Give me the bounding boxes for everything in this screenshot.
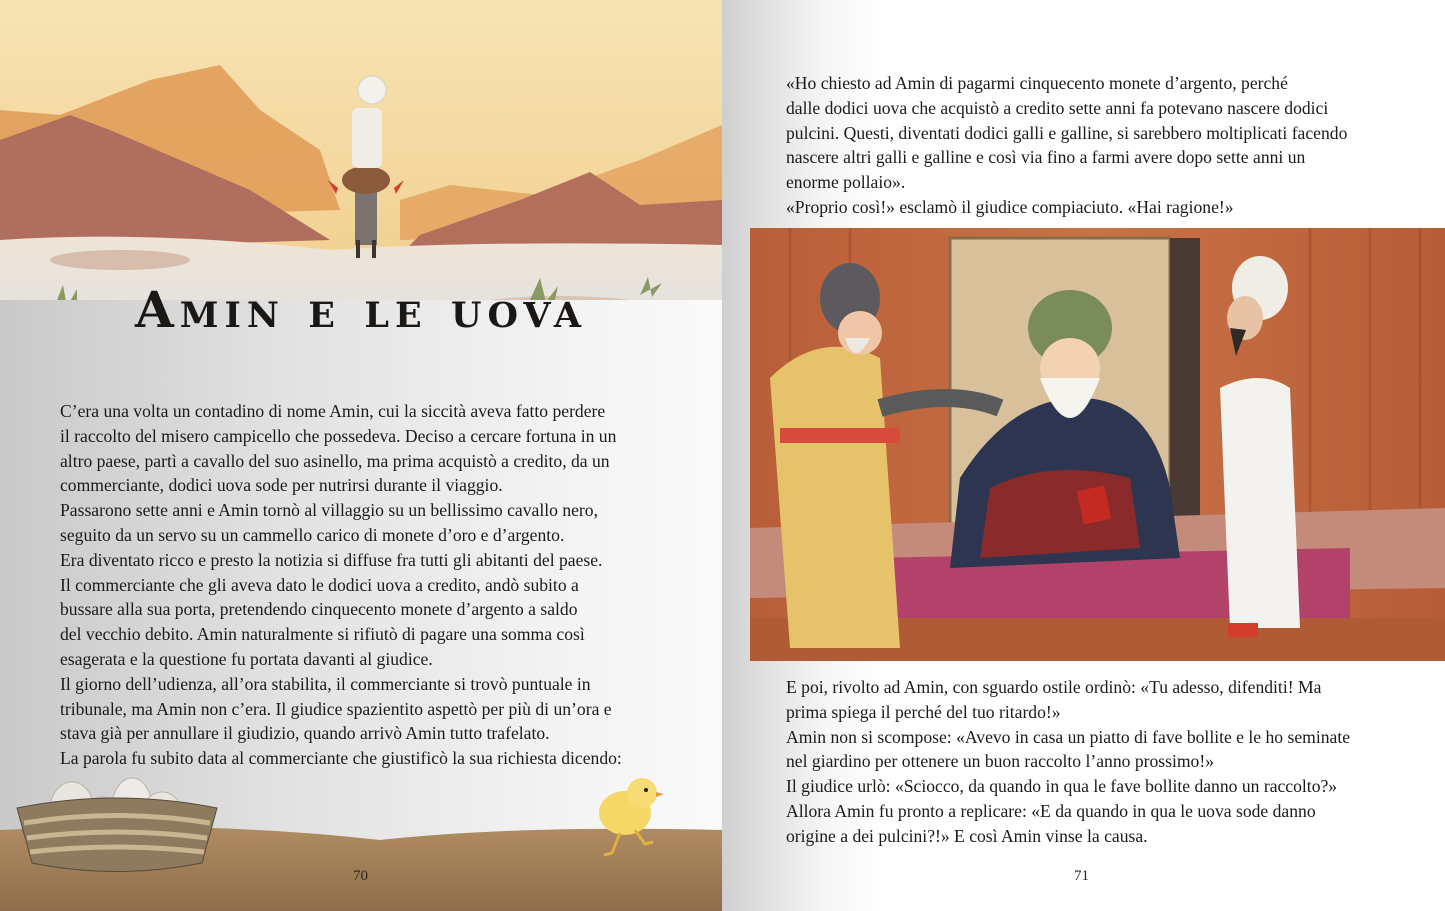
egg-basket-icon xyxy=(12,768,222,878)
text-line: nascere altri galli e galline e così via fino a farmi avere dopo sette anni un xyxy=(786,147,1306,168)
text-line: tribunale, ma Amin non c’era. Il giudice spazientito aspettò per più di un’ora e xyxy=(60,698,612,719)
text-line: Allora Amin fu pronto a replicare: «E da quando in qua le uova sode danno xyxy=(786,800,1316,821)
text-line: altro paese, partì a cavallo del suo asinello, ma prima acquistò a credito, da un xyxy=(60,450,610,471)
text-line: pulcini. Questi, diventati dodici galli e galline, si sarebbero moltiplicati facendo xyxy=(786,122,1348,143)
text-line: Il commerciante che gli aveva dato le dodici uova a credito, andò subito a xyxy=(60,574,579,595)
text-line: La parola fu subito data al commerciante che giustificò la sua richiesta dicendo: xyxy=(60,748,622,769)
text-line: commerciante, dodici uova sode per nutrirsi durante il viaggio. xyxy=(60,475,503,496)
text-line: «Proprio così!» esclamò il giudice compiaciuto. «Hai ragione!» xyxy=(786,196,1234,217)
text-line: prima spiega il perché del tuo ritardo!» xyxy=(786,701,1061,722)
story-title: Amin e le uova xyxy=(134,280,588,339)
text-line: Il giorno dell’udienza, all’ora stabilita, il commerciante si trovò puntuale in xyxy=(60,673,591,694)
story-text-right-top xyxy=(786,71,1347,220)
text-line: Amin non si scompose: «Avevo in casa un piatto di fave bollite e le ho seminate xyxy=(786,726,1351,747)
left-page xyxy=(0,0,722,911)
chick-icon xyxy=(580,768,680,868)
text-line: del vecchio debito. Amin naturalmente si rifiutò di pagare una somma così xyxy=(60,624,585,645)
story-text-right-bottom xyxy=(786,675,1350,849)
text-line: bussare alla sua porta, pretendendo cinquecento monete d’argento a saldo xyxy=(60,599,578,620)
text-line: Era diventato ricco e presto la notizia si diffuse fra tutti gli abitanti del paese. xyxy=(60,549,603,570)
text-line: origine a dei pulcini?!» E così Amin vinse la causa. xyxy=(786,825,1148,846)
text-line: C’era una volta un contadino di nome Amin, cui la siccità aveva fatto perdere xyxy=(60,401,606,421)
text-line: seguito da un servo su un cammello carico di monete d’oro e d’argento. xyxy=(60,524,565,545)
page-number-left: 70 xyxy=(353,868,368,884)
text-line: esagerata e la questione fu portata davanti al giudice. xyxy=(60,648,433,669)
text-line: enorme pollaio». xyxy=(786,172,906,193)
courtroom-judge-illustration xyxy=(750,228,1445,661)
text-line: «Ho chiesto ad Amin di pagarmi cinquecento monete d’argento, perché xyxy=(786,73,1288,93)
text-line: Il giudice urlò: «Sciocco, da quando in qua le fave bollite danno un raccolto?» xyxy=(786,776,1338,797)
story-text-left xyxy=(60,399,622,771)
text-line: E poi, rivolto ad Amin, con sguardo ostile ordinò: «Tu adesso, difenditi! Ma xyxy=(786,677,1322,697)
desert-rider-illustration xyxy=(0,0,722,300)
text-line: il raccolto del misero campicello che possedeva. Deciso a cercare fortuna in un xyxy=(60,425,617,446)
text-line: nel giardino per ottenere un buon raccolto l’anno prossimo!» xyxy=(786,751,1214,772)
text-line: Passarono sette anni e Amin tornò al villaggio su un bellissimo cavallo nero, xyxy=(60,500,598,521)
text-line: stava già per annullare il giudizio, quando arrivò Amin tutto trafelato. xyxy=(60,723,550,744)
text-line: dalle dodici uova che acquistò a credito sette anni fa potevano nascere dodici xyxy=(786,97,1329,118)
page-number-right: 71 xyxy=(1074,868,1089,884)
